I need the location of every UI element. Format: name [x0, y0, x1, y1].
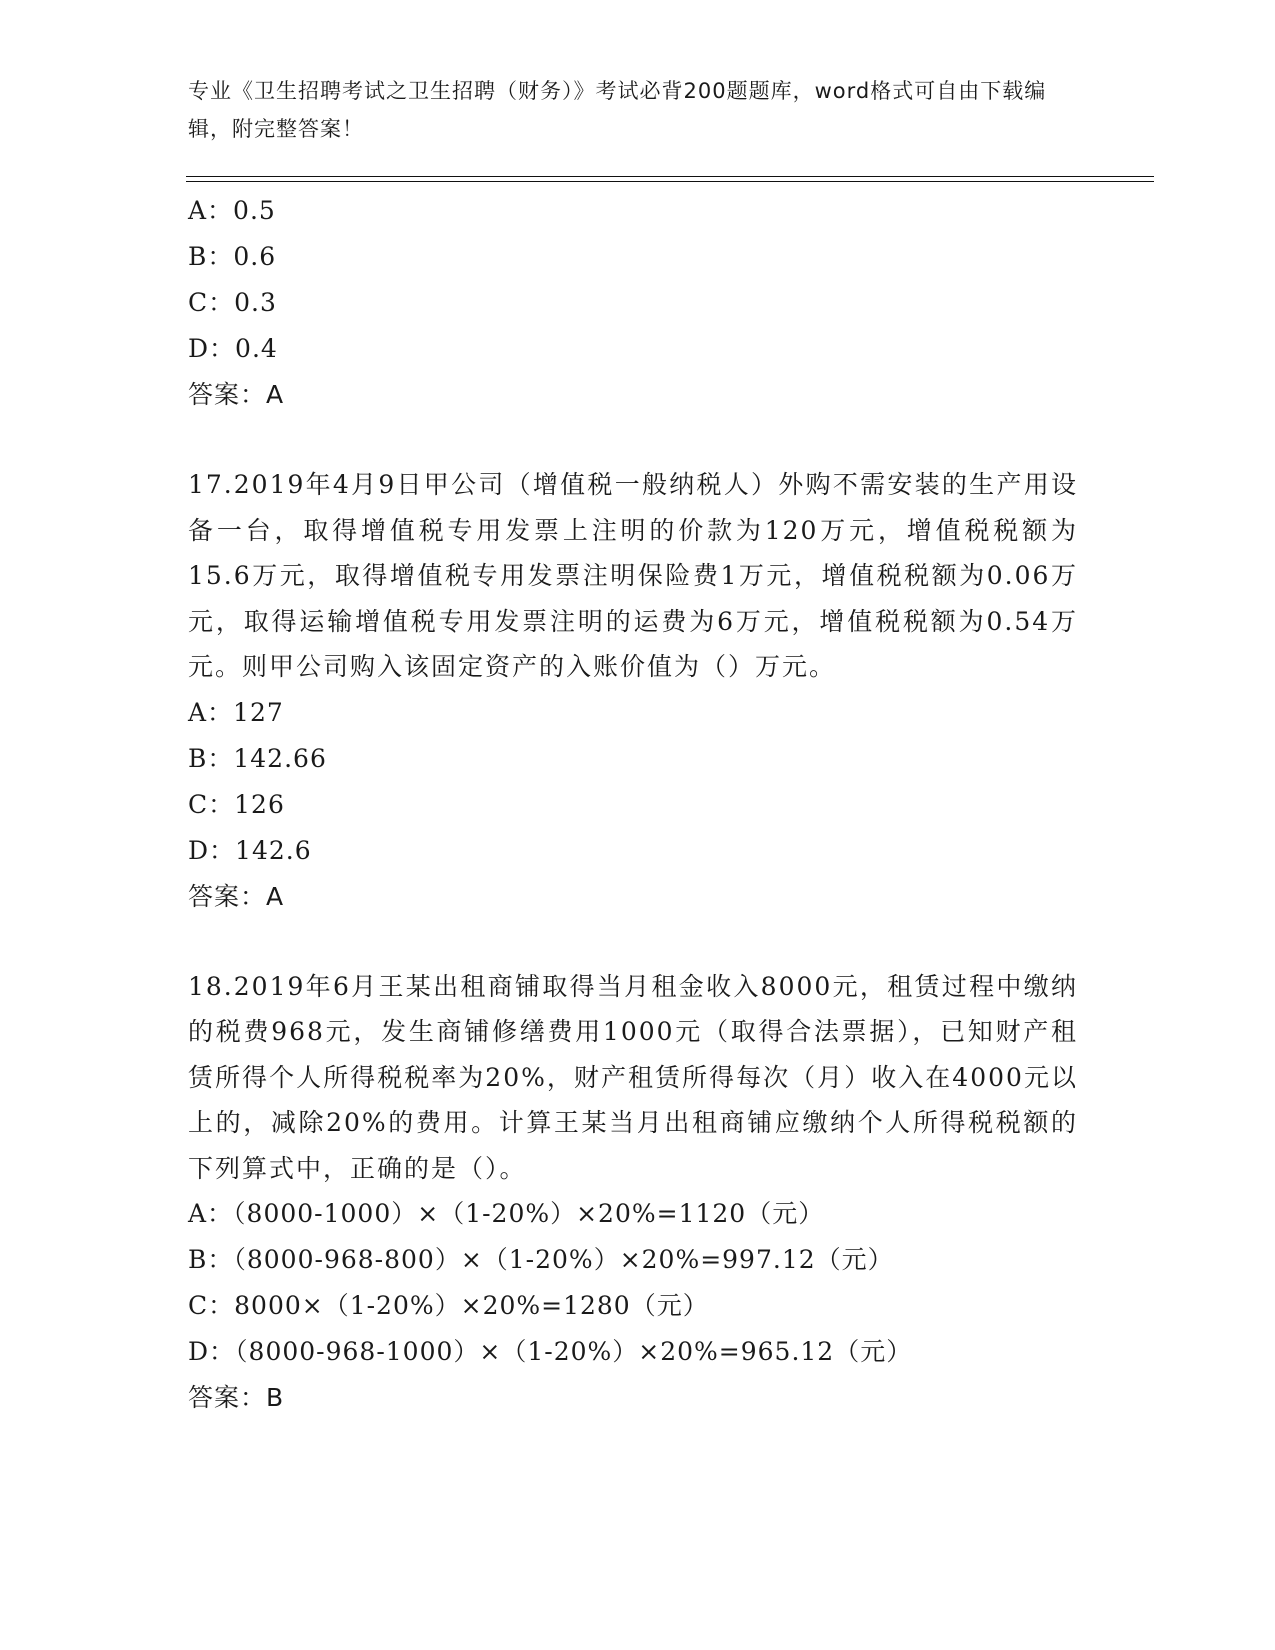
- option-c: C：8000×（1-20%）×20%=1280（元）: [188, 1291, 709, 1320]
- header-divider-bottom: [186, 181, 1154, 182]
- option-b: B：142.66: [188, 743, 327, 773]
- option-b: B：（8000-968-800）×（1-20%）×20%=997.12（元）: [188, 1245, 894, 1274]
- option-d: D：（8000-968-1000）×（1-20%）×20%=965.12（元）: [188, 1337, 913, 1366]
- question-list: [188, 188, 1088, 1421]
- question-stem: 18.2019年6月王某出租商铺取得当月租金收入8000元，租赁过程中缴纳的税费968元，发生商铺修缮费用1000元（取得合法票据），已知财产租赁所得个人所得税税率为20%，财产租赁所得每次（月）收入在4000元以上的，减除20%的费用。计算王某当月出租商铺应缴纳个人所得税税额的下列算式中，正确的是（）。: [188, 971, 1078, 1183]
- answer-label: 答案：A: [188, 380, 285, 409]
- document-header: 专业《卫生招聘考试之卫生招聘（财务）》考试必背200题题库，word格式可自由下载编辑，附完整答案！: [188, 79, 1047, 141]
- option-b: B：0.6: [188, 242, 277, 271]
- answer-label: 答案：B: [188, 1383, 285, 1412]
- question-block-16: [188, 188, 1088, 418]
- option-a: A：127: [188, 697, 284, 727]
- question-stem: 17.2019年4月9日甲公司（增值税一般纳税人）外购不需安装的生产用设备一台，取得增值税专用发票上注明的价款为120万元，增值税税额为15.6万元，取得增值税专用发票注明保险费1万元，增值税税额为0.06万元，取得运输增值税专用发票注明的运费为6万元，增值税税额为0.54万元。则甲公司购入该固定资产的入账价值为（）万元。: [188, 470, 1078, 681]
- answer-label: 答案：A: [188, 881, 285, 911]
- question-block-18: [188, 964, 1088, 1422]
- option-c: C：126: [188, 789, 285, 819]
- header-divider-top: [186, 176, 1154, 177]
- option-c: C：0.3: [188, 288, 277, 317]
- option-d: D：142.6: [188, 835, 312, 865]
- option-a: A：（8000-1000）×（1-20%）×20%=1120（元）: [188, 1199, 825, 1228]
- question-block-17: [188, 462, 1088, 920]
- option-d: D：0.4: [188, 334, 278, 363]
- option-a: A：0.5: [188, 196, 276, 225]
